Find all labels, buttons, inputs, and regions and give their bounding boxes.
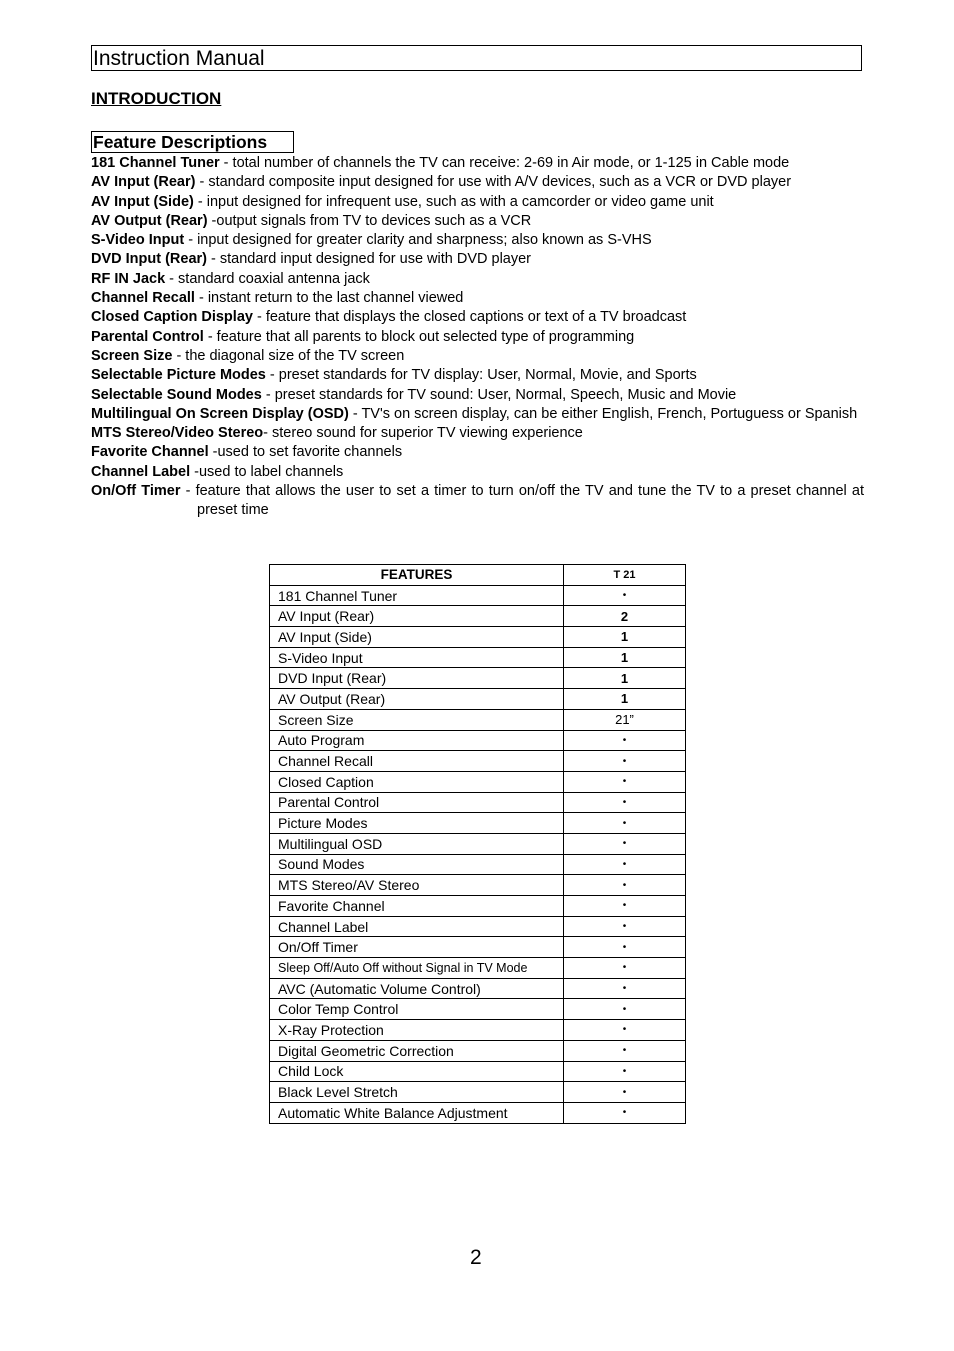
description-text: - instant return to the last channel viewed <box>194 290 464 307</box>
feature-name: Picture Modes <box>270 813 564 834</box>
description-term: Selectable Picture Modes <box>91 367 266 384</box>
description-item <box>91 463 864 482</box>
feature-name: Channel Label <box>270 916 564 937</box>
feature-name: Channel Recall <box>270 751 564 772</box>
description-item <box>91 366 864 385</box>
description-item <box>91 424 864 443</box>
feature-value: 1 <box>564 627 686 648</box>
feature-value: • <box>564 730 686 751</box>
feature-name: Closed Caption <box>270 771 564 792</box>
description-item <box>91 405 864 424</box>
description-text: -used to label channels <box>190 463 344 480</box>
table-row <box>270 771 686 792</box>
feature-name: Sound Modes <box>270 854 564 875</box>
feature-name: AVC (Automatic Volume Control) <box>270 978 564 999</box>
feature-name: Child Lock <box>270 1061 564 1082</box>
description-term: Favorite Channel <box>91 444 209 461</box>
description-term: AV Output (Rear) <box>91 212 208 229</box>
table-row <box>270 813 686 834</box>
table-row <box>270 606 686 627</box>
feature-name: Favorite Channel <box>270 896 564 917</box>
feature-name: Black Level Stretch <box>270 1082 564 1103</box>
table-row <box>270 1020 686 1041</box>
page-number: 2 <box>470 1246 482 1269</box>
page-title: Instruction Manual <box>93 47 265 70</box>
subsection-box <box>91 131 294 153</box>
table-row <box>270 937 686 958</box>
table-row <box>270 875 686 896</box>
description-text: - TV's on screen display, can be either English, French, Portuguess or Spanish <box>348 405 858 422</box>
feature-name: Digital Geometric Correction <box>270 1040 564 1061</box>
table-row <box>270 585 686 606</box>
description-term: S-Video Input <box>91 232 185 249</box>
description-text: - standard composite input designed for use with A/V devices, such as a VCR or DVD player <box>195 174 792 191</box>
feature-value: • <box>564 958 686 979</box>
description-text: - preset standards for TV sound: User, Normal, Speech, Music and Movie <box>261 386 737 403</box>
feature-value: • <box>564 751 686 772</box>
feature-value: • <box>564 1040 686 1061</box>
table-row <box>270 999 686 1020</box>
feature-value: 1 <box>564 689 686 710</box>
description-text: - feature that all parents to block out selected type of programming <box>203 328 635 345</box>
subsection-title: Feature Descriptions <box>93 132 268 152</box>
table-row <box>270 709 686 730</box>
description-term: Channel Recall <box>91 290 195 307</box>
description-term: AV Input (Rear) <box>91 174 196 191</box>
table-header-row <box>270 565 686 586</box>
description-text: - standard input designed for use with DVD player <box>207 251 532 268</box>
feature-name: Multilingual OSD <box>270 833 564 854</box>
description-term: Multilingual On Screen Display (OSD) <box>91 405 349 422</box>
table-row <box>270 730 686 751</box>
feature-description-list <box>91 154 864 521</box>
feature-value: • <box>564 937 686 958</box>
table-row <box>270 833 686 854</box>
description-item <box>91 443 864 462</box>
table-row <box>270 916 686 937</box>
table-row <box>270 647 686 668</box>
table-header-features: FEATURES <box>270 565 564 586</box>
description-item <box>91 212 864 231</box>
description-term: Channel Label <box>91 463 191 480</box>
description-term: Selectable Sound Modes <box>91 386 262 403</box>
table-row <box>270 751 686 772</box>
feature-name: On/Off Timer <box>270 937 564 958</box>
description-text: - feature that allows the user to set a timer to turn on/off the TV and tune the TV to a preset channel at preset time <box>180 483 864 519</box>
feature-value: • <box>564 1102 686 1123</box>
feature-value: 2 <box>564 606 686 627</box>
description-text: - input designed for infrequent use, such as with a camcorder or video game unit <box>193 193 714 210</box>
feature-value: • <box>564 875 686 896</box>
table-row <box>270 1040 686 1061</box>
feature-name: DVD Input (Rear) <box>270 668 564 689</box>
feature-value: • <box>564 1061 686 1082</box>
description-term: Parental Control <box>91 328 204 345</box>
feature-name: S-Video Input <box>270 647 564 668</box>
table-row <box>270 792 686 813</box>
description-term: MTS Stereo/Video Stereo <box>91 425 264 442</box>
description-term: On/Off Timer <box>91 483 181 500</box>
feature-value: • <box>564 1082 686 1103</box>
description-text: - standard coaxial antenna jack <box>165 270 370 287</box>
feature-name: 181 Channel Tuner <box>270 585 564 606</box>
description-item <box>91 173 864 192</box>
description-item <box>91 250 864 269</box>
feature-value: • <box>564 792 686 813</box>
table-row <box>270 978 686 999</box>
feature-value: 21” <box>564 709 686 730</box>
description-item <box>91 270 864 289</box>
feature-name: MTS Stereo/AV Stereo <box>270 875 564 896</box>
description-text: - feature that displays the closed captions or text of a TV broadcast <box>252 309 687 326</box>
description-item <box>91 328 864 347</box>
feature-value: • <box>564 771 686 792</box>
table-row <box>270 689 686 710</box>
description-item <box>91 347 864 366</box>
description-item <box>91 193 864 212</box>
table-header-model: T 21 <box>564 565 686 586</box>
header-box <box>91 45 862 71</box>
feature-name: X-Ray Protection <box>270 1020 564 1041</box>
description-text: -used to set favorite channels <box>208 444 403 461</box>
table-row <box>270 1102 686 1123</box>
feature-value: • <box>564 833 686 854</box>
description-term: AV Input (Side) <box>91 193 194 210</box>
table-row <box>270 854 686 875</box>
table-row <box>270 627 686 648</box>
description-term: DVD Input (Rear) <box>91 251 207 268</box>
feature-name: AV Output (Rear) <box>270 689 564 710</box>
feature-name: Screen Size <box>270 709 564 730</box>
description-text: - input designed for greater clarity and sharpness; also known as S-VHS <box>184 232 652 249</box>
feature-name: Color Temp Control <box>270 999 564 1020</box>
table-row <box>270 1082 686 1103</box>
description-term: RF IN Jack <box>91 270 166 287</box>
description-text: - the diagonal size of the TV screen <box>172 347 405 364</box>
feature-value: • <box>564 854 686 875</box>
feature-name: Sleep Off/Auto Off without Signal in TV Mode <box>270 958 564 979</box>
description-text: - stereo sound for superior TV viewing experience <box>263 425 583 442</box>
description-item <box>91 154 864 173</box>
description-item <box>91 482 864 521</box>
feature-value: • <box>564 1020 686 1041</box>
feature-value: • <box>564 978 686 999</box>
table-row <box>270 896 686 917</box>
description-text: - total number of channels the TV can receive: 2-69 in Air mode, or 1-125 in Cable mode <box>219 155 790 171</box>
section-title: INTRODUCTION <box>91 89 222 108</box>
table-row <box>270 668 686 689</box>
table-row <box>270 1061 686 1082</box>
description-term: Screen Size <box>91 347 173 364</box>
feature-value: • <box>564 585 686 606</box>
feature-name: Parental Control <box>270 792 564 813</box>
feature-name: Auto Program <box>270 730 564 751</box>
description-text: - preset standards for TV display: User, Normal, Movie, and Sports <box>265 367 697 384</box>
description-term: Closed Caption Display <box>91 309 253 326</box>
description-item <box>91 289 864 308</box>
feature-value: 1 <box>564 668 686 689</box>
description-item <box>91 308 864 327</box>
feature-value: • <box>564 813 686 834</box>
feature-value: • <box>564 896 686 917</box>
description-item <box>91 231 864 250</box>
feature-value: • <box>564 916 686 937</box>
feature-name: Automatic White Balance Adjustment <box>270 1102 564 1123</box>
feature-name: AV Input (Side) <box>270 627 564 648</box>
features-table <box>269 564 686 1124</box>
feature-value: 1 <box>564 647 686 668</box>
feature-value: • <box>564 999 686 1020</box>
description-item <box>91 386 864 405</box>
feature-name: AV Input (Rear) <box>270 606 564 627</box>
description-text: -output signals from TV to devices such as a VCR <box>207 212 532 229</box>
table-row <box>270 958 686 979</box>
description-term: 181 Channel Tuner <box>91 155 220 171</box>
